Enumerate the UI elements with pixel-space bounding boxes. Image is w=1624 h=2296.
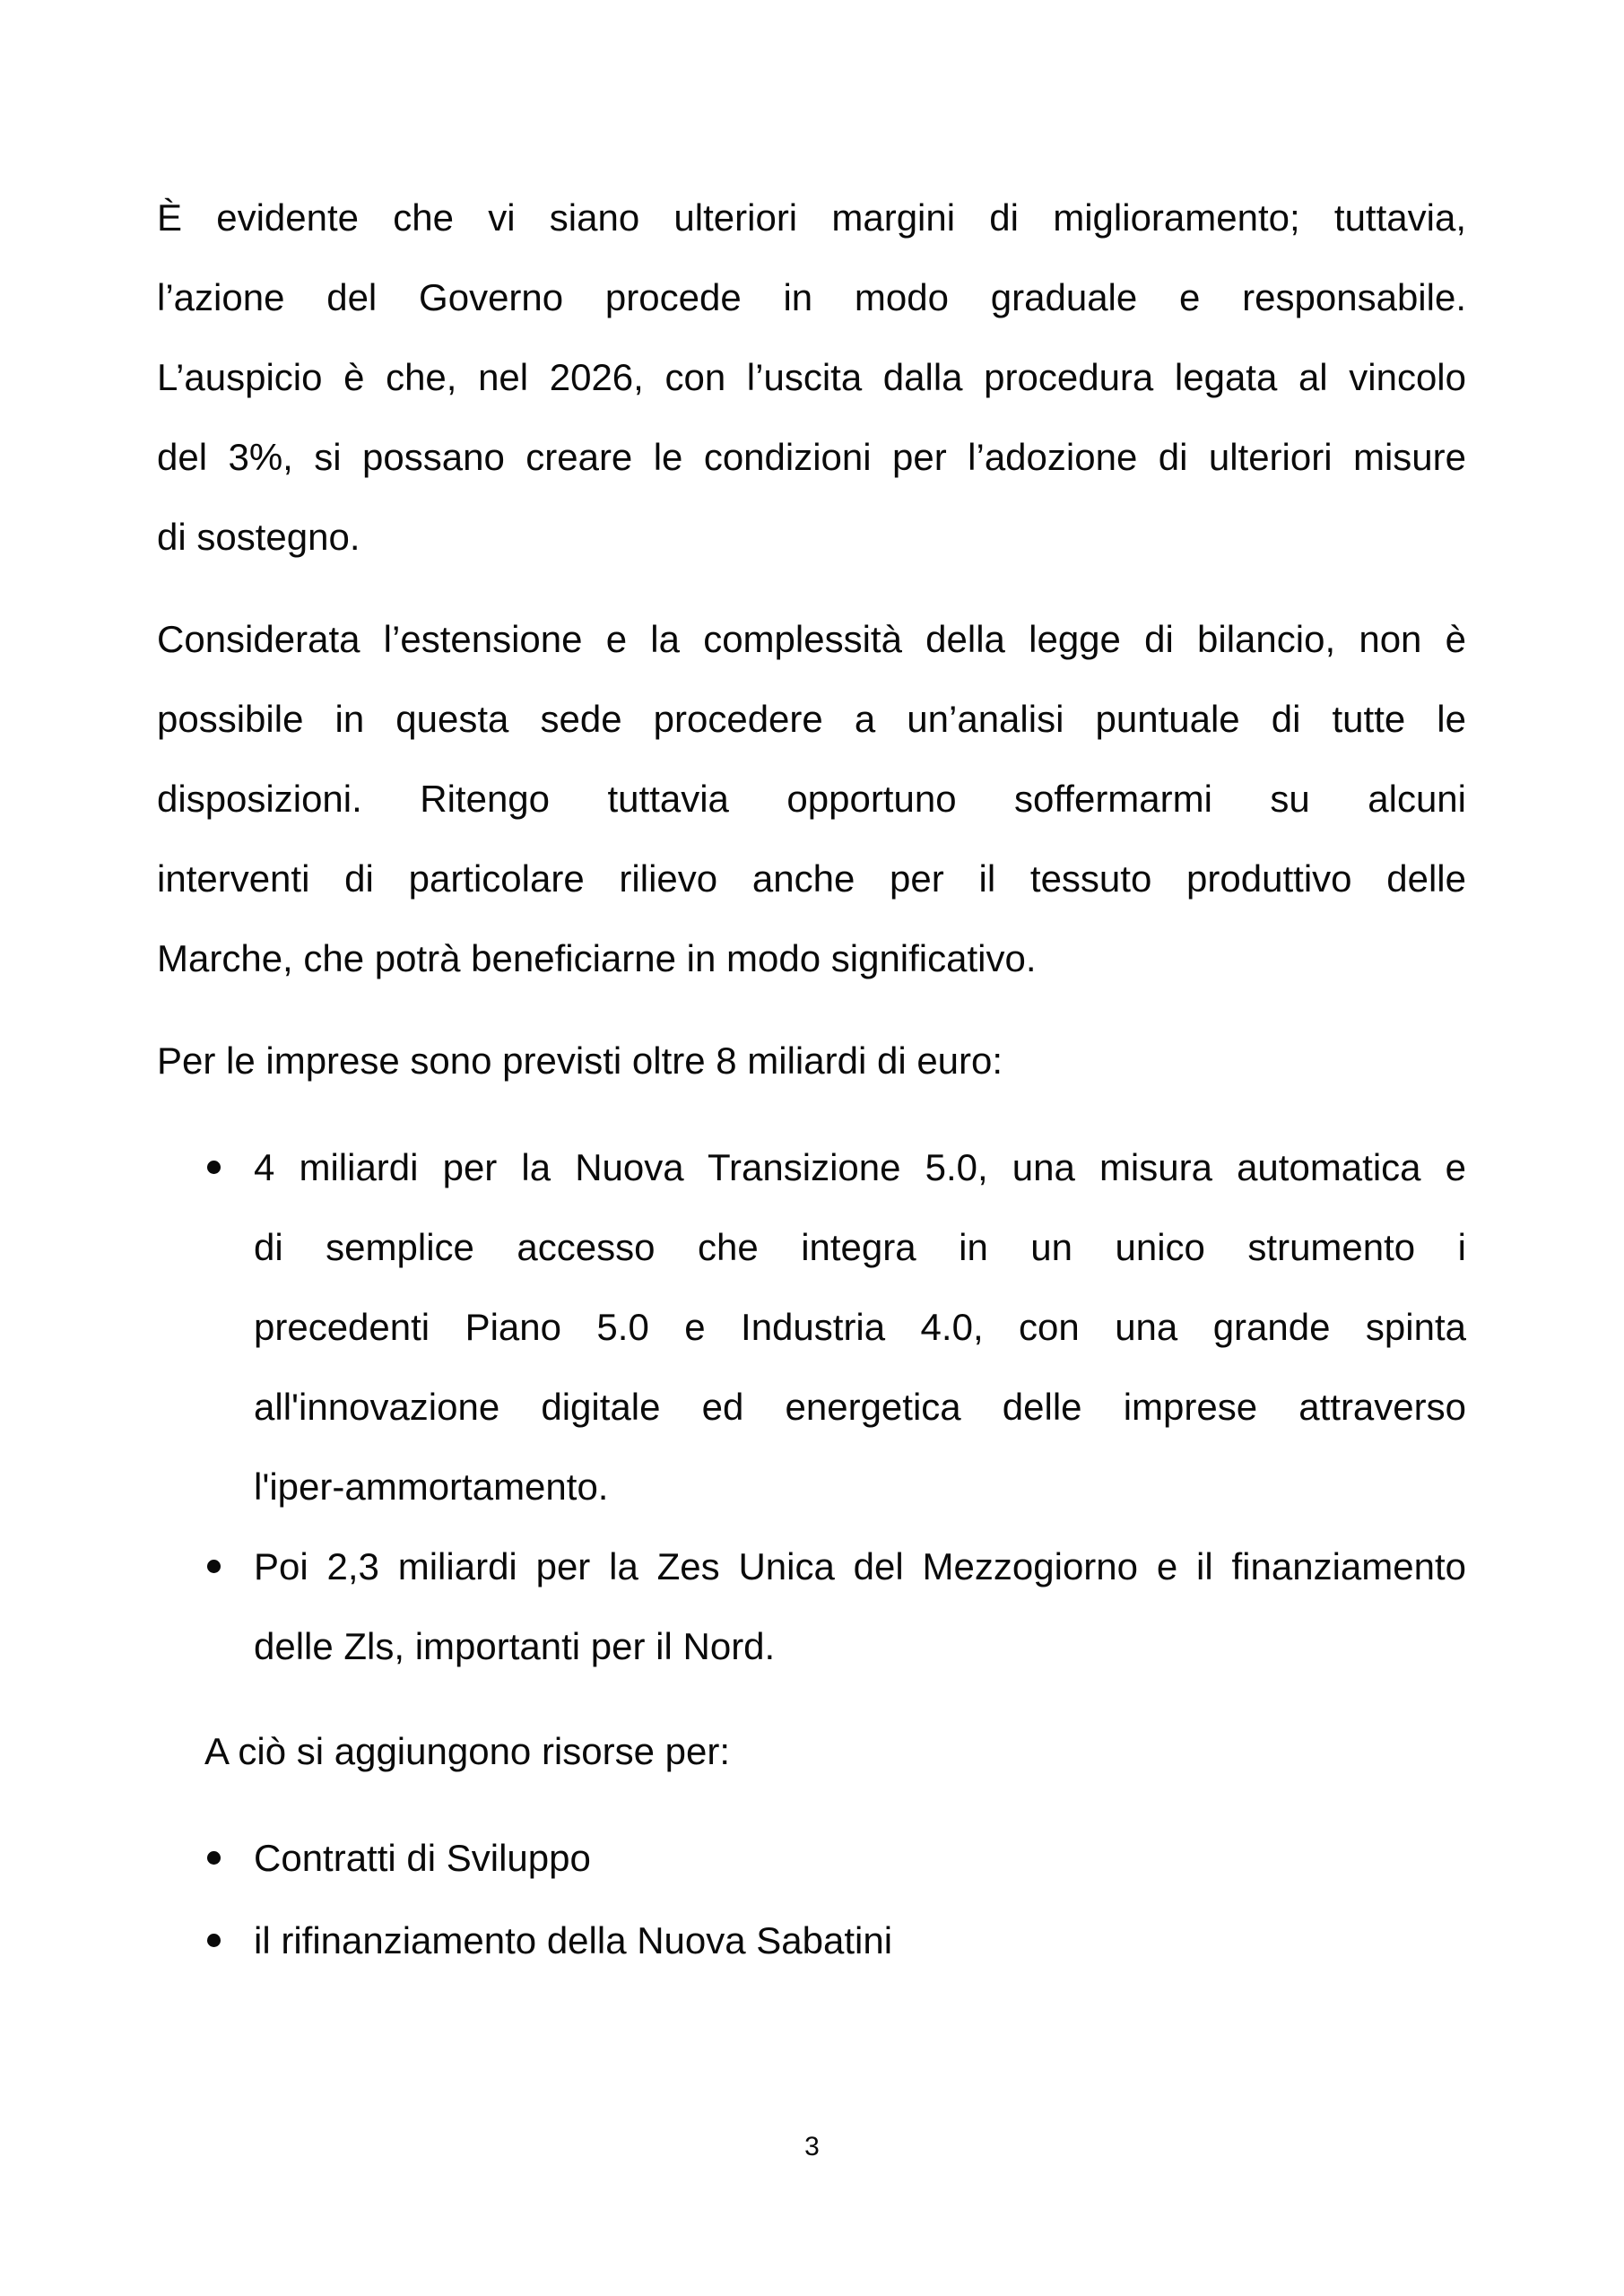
text-line: possibile in questa sede procedere a un’analisi puntuale di tutte le [157, 698, 1466, 740]
bullet-icon [207, 1560, 221, 1573]
paragraph-margins-improvement [157, 178, 1466, 577]
text-line: A ciò si aggiungono risorse per: [204, 1730, 731, 1772]
paragraph-additional-resources [204, 1711, 1466, 1791]
bullet-icon [207, 1161, 221, 1174]
text-line: di sostegno. [157, 516, 360, 558]
bullet-icon [207, 1851, 221, 1865]
bullet-icon [207, 1934, 221, 1947]
text-line: Considerata l’estensione e la complessità della legge di bilancio, non è [157, 618, 1466, 660]
text-line: Poi 2,3 miliardi per la Zes Unica del Mezzogiorno e il finanziamento [254, 1545, 1466, 1587]
text-line: delle Zls, importanti per il Nord. [254, 1625, 776, 1667]
text-line: È evidente che vi siano ulteriori margini di miglioramento; tuttavia, [157, 196, 1466, 239]
paragraph-budget-law [157, 599, 1466, 998]
text-line: all'innovazione digitale ed energetica delle imprese attraverso [254, 1386, 1466, 1428]
bullet-item-transizione [157, 1127, 1466, 1526]
bullet-item-sabatini [157, 1900, 1466, 1980]
text-line: del 3%, si possano creare le condizioni per l’adozione di ulteriori misure [157, 436, 1466, 478]
bullet-item-zes [157, 1526, 1466, 1686]
text-line: l’azione del Governo procede in modo graduale e responsabile. [157, 276, 1466, 318]
text-line: Contratti di Sviluppo [254, 1837, 591, 1879]
bullet-list-funding [157, 1127, 1466, 1686]
bullet-list-resources [157, 1818, 1466, 1980]
text-line: Marche, che potrà beneficiarne in modo significativo. [157, 937, 1037, 979]
text-line: interventi di particolare rilievo anche per il tessuto produttivo delle [157, 857, 1466, 900]
paragraph-business-funding [157, 1021, 1466, 1100]
bullet-item-contratti [157, 1818, 1466, 1900]
text-line: Per le imprese sono previsti oltre 8 miliardi di euro: [157, 1039, 1003, 1082]
text-line: di semplice accesso che integra in un unico strumento i [254, 1226, 1466, 1268]
text-line: precedenti Piano 5.0 e Industria 4.0, con una grande spinta [254, 1306, 1466, 1348]
page-number: 3 [804, 2132, 820, 2161]
text-line: il rifinanziamento della Nuova Sabatini [254, 1919, 893, 1961]
text-line: 4 miliardi per la Nuova Transizione 5.0, una misura automatica e [254, 1146, 1466, 1188]
text-line: disposizioni. Ritengo tuttavia opportuno soffermarmi su alcuni [157, 778, 1466, 820]
text-line: L’auspicio è che, nel 2026, con l’uscita dalla procedura legata al vincolo [157, 356, 1466, 398]
text-line: l'iper-ammortamento. [254, 1465, 609, 1508]
